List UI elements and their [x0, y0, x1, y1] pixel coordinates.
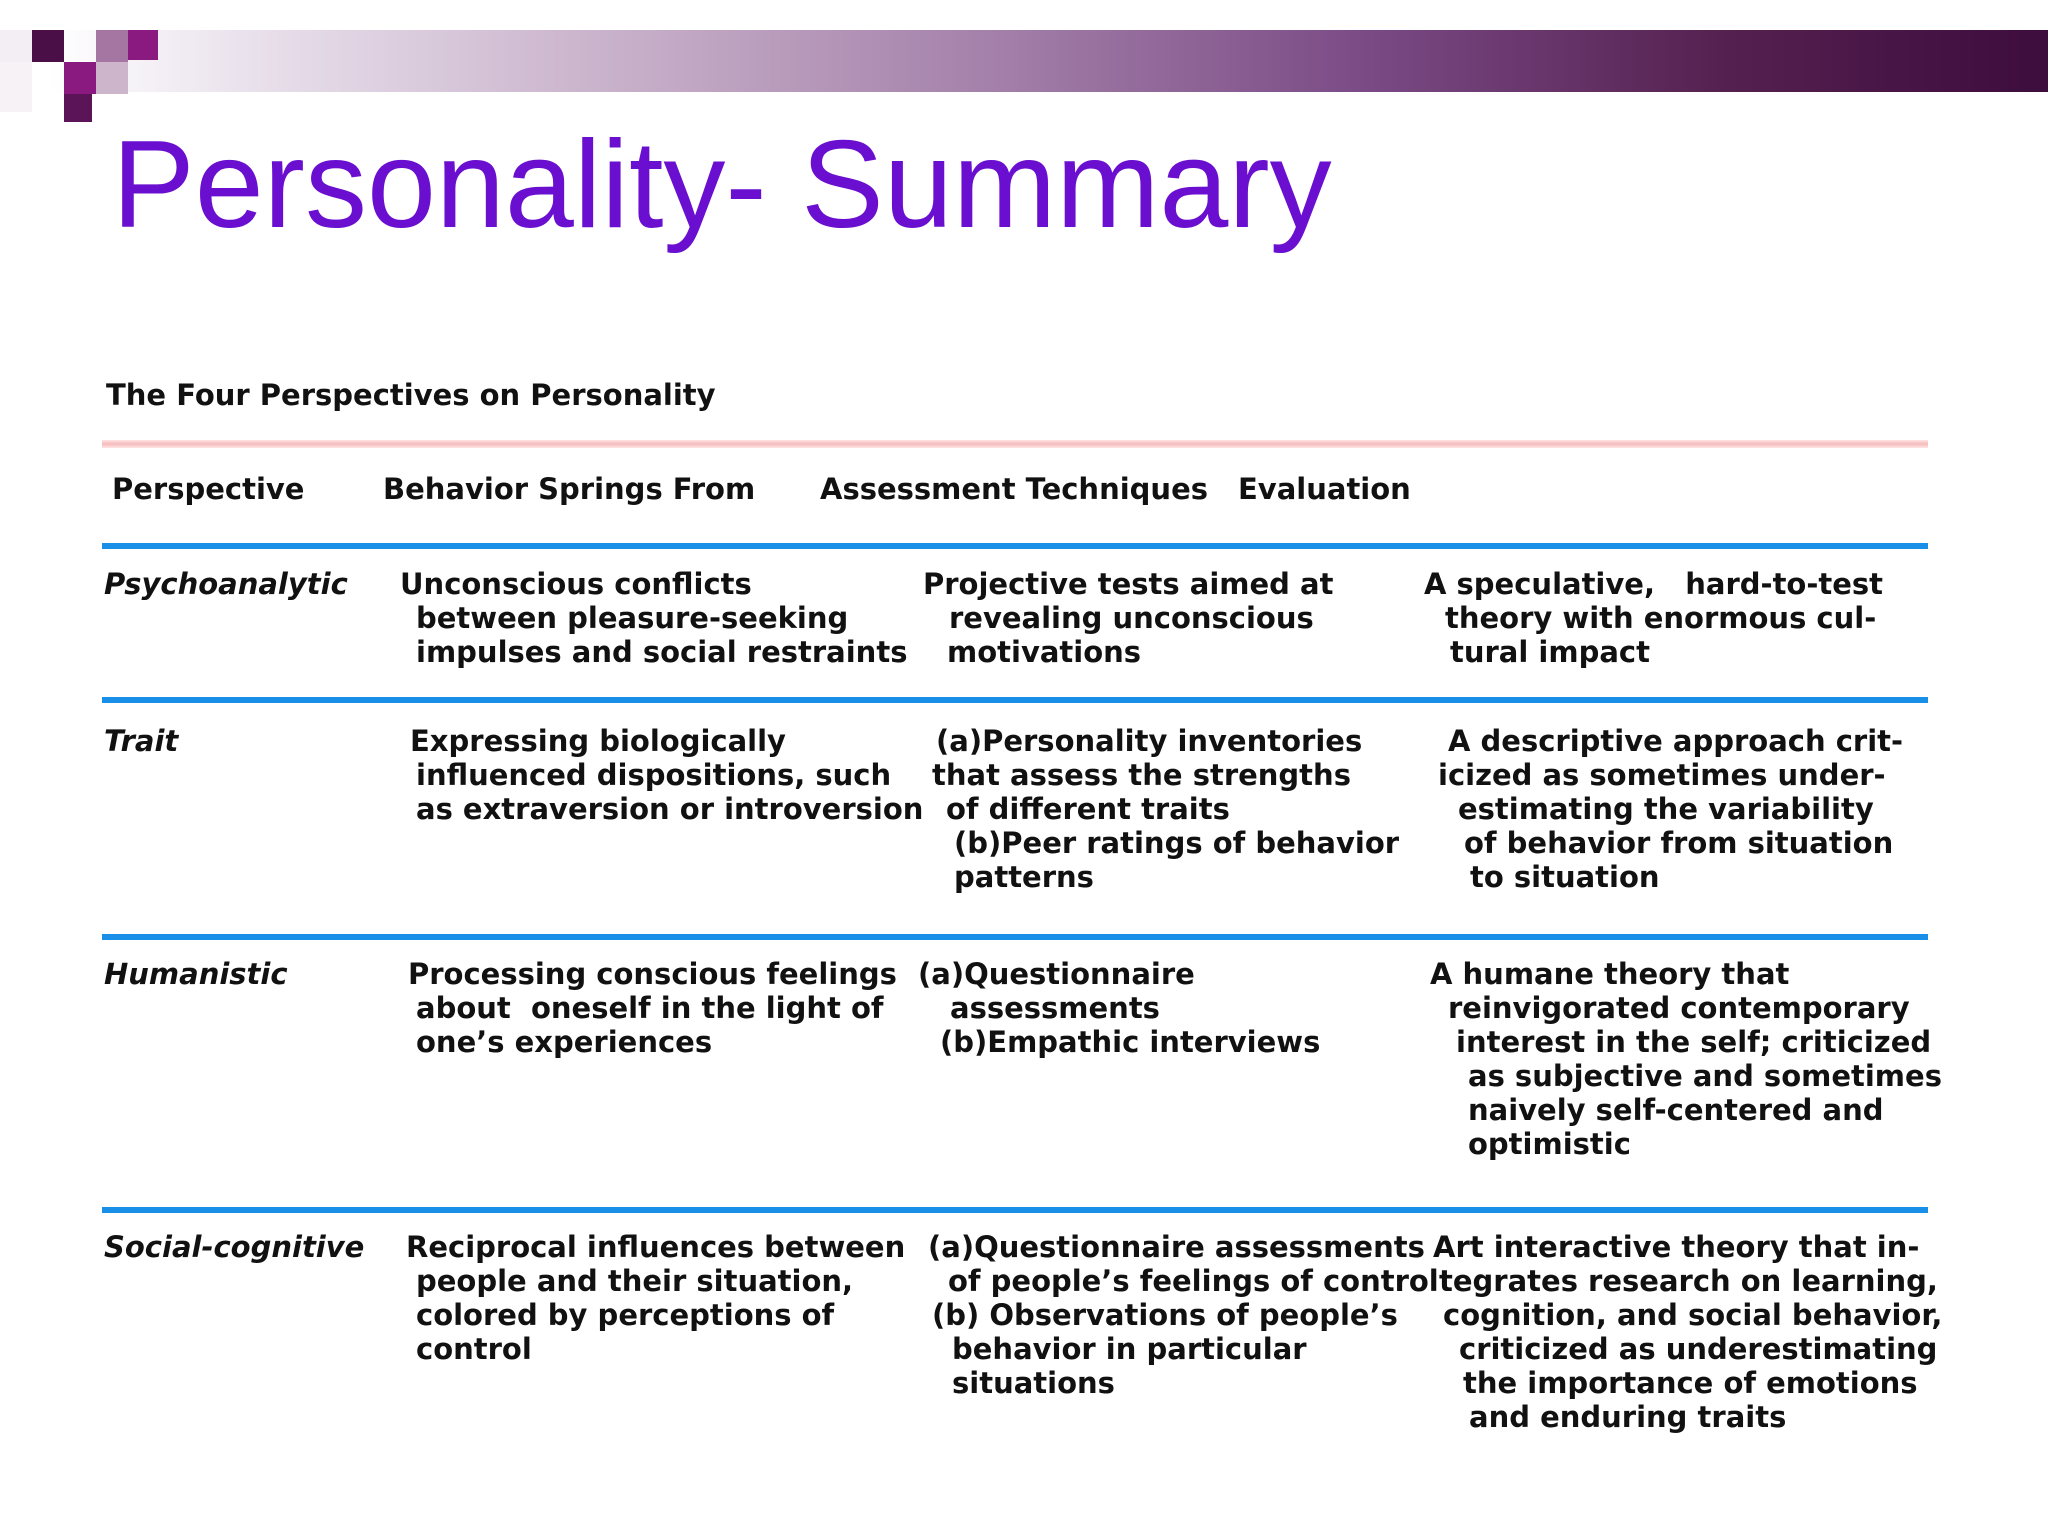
row-divider [102, 697, 1928, 703]
behavior-cell: Processing conscious feelings about oneself in the light of one’s experiences [408, 957, 897, 1059]
evaluation-cell: A descriptive approach crit- icized as sometimes under- estimating the variability of behavior from situation to situation [1438, 724, 1904, 894]
column-header-evaluation: Evaluation [1238, 472, 1411, 506]
evaluation-cell: A speculative, hard-to-test theory with enormous cul- tural impact [1424, 567, 1884, 669]
perspective-cell: Trait [104, 724, 179, 758]
header-square [96, 30, 128, 62]
evaluation-cell: A humane theory that reinvigorated contemporary interest in the self; criticized as subjective and sometimes naively self-centered and optimistic [1430, 957, 1942, 1161]
slide-title: Personality- Summary [112, 116, 1332, 254]
header-square [64, 94, 92, 122]
header-gradient-bar [50, 30, 2048, 92]
assessment-cell: Projective tests aimed at revealing unconscious motivations [923, 567, 1334, 669]
header-square [0, 30, 32, 62]
behavior-cell: Reciprocal influences between people and their situation, colored by perceptions of control [406, 1230, 906, 1366]
row-divider [102, 543, 1928, 549]
behavior-cell: Expressing biologically influenced dispositions, such as extraversion or introversion [410, 724, 924, 826]
header-square [32, 30, 64, 62]
perspective-cell: Social-cognitive [104, 1230, 365, 1264]
assessment-cell: (a)Questionnaire assessments (b)Empathic interviews [918, 957, 1321, 1059]
row-divider [102, 934, 1928, 940]
assessment-cell: (a)Questionnaire assessments of people’s feelings of control (b) Observations of people’s behavior in particular situations [928, 1230, 1439, 1400]
row-divider [102, 1207, 1928, 1213]
header-square [0, 62, 32, 112]
perspective-cell: Psychoanalytic [104, 567, 348, 601]
header-square [128, 30, 158, 60]
caption-divider [102, 440, 1928, 448]
column-header-behavior: Behavior Springs From [383, 472, 756, 506]
column-header-assessment: Assessment Techniques [820, 472, 1209, 506]
header-square [96, 62, 128, 94]
perspective-cell: Humanistic [104, 957, 288, 991]
table-header-row [0, 472, 2048, 512]
assessment-cell: (a)Personality inventories that assess the strengths of different traits (b)Peer ratings of behavior patterns [932, 724, 1400, 894]
header-square [64, 62, 96, 94]
behavior-cell: Unconscious conflicts between pleasure-seeking impulses and social restraints [400, 567, 908, 669]
column-header-perspective: Perspective [112, 472, 305, 506]
evaluation-cell: Art interactive theory that in- tegrates research on learning, cognition, and social behavior, criticized as underestimating the importance of emotions and enduring traits [1433, 1230, 1943, 1434]
table-caption: The Four Perspectives on Personality [106, 378, 716, 412]
